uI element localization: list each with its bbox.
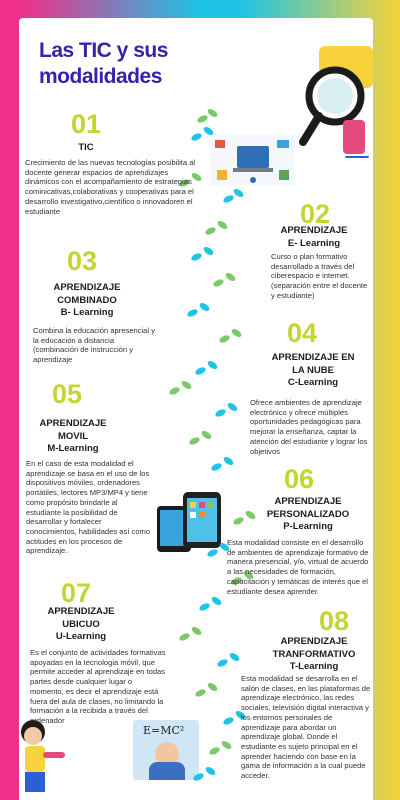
title-line-2: modalidades <box>39 65 162 88</box>
student-character-illustration <box>19 718 71 800</box>
footprint-icon <box>198 301 210 312</box>
footprint-icon <box>232 516 245 526</box>
section-04-heading-line: APRENDIZAJE EN <box>271 352 355 363</box>
footprint-icon <box>230 327 242 338</box>
footprint-icon <box>200 429 212 440</box>
section-06-heading-line: P-Learning <box>283 521 333 533</box>
section-03-heading <box>37 282 137 320</box>
section-04-text: Ofrece ambientes de aprendizaje electrónico y ofrece múltiples oportunidades pedagógicas para mejorar la enseñanza, captar la atención del estudiante y lograr los objetivos <box>250 398 368 456</box>
section-04-number: 04 <box>287 318 318 348</box>
section-05-text: En el caso de esta modalidad el aprendizaje se basa en el uso de los dispositivos móviles, ordenadores portátiles, lectores MP3/MP4 y tiene como propósito brindarle al estudiante la posibilidad de desarrollar y fortalecer conocimientos, habilidades así como actitudes en los procesos de aprendizaje. <box>26 459 151 556</box>
section-01-heading-line: TIC <box>78 142 94 153</box>
section-06-heading-line: APRENDIZAJE <box>274 496 342 507</box>
mobile-devices-illustration <box>147 488 229 556</box>
section-03-heading-line: APRENDIZAJE <box>53 282 121 293</box>
footprint-icon <box>198 602 211 612</box>
footprint-icon <box>216 219 228 230</box>
footprint-icon <box>204 226 217 236</box>
section-01-heading <box>61 142 111 155</box>
footprint-icon <box>232 187 244 198</box>
section-08-text: Esta modalidad se desarrolla en el salón de clases, en las plataformas de aprendizaje electrónico, las redes sociales, televisión digital interactiva y los entornos personales de aprendizaje para abordar un aprendizaje global. Donde el estudiante es sujeto principal en el aprender haciendo con base en la gama de información a la cual puede acceder. <box>241 674 371 781</box>
section-02-heading <box>259 225 369 250</box>
footprint-icon <box>218 334 231 344</box>
section-02-number: 02 <box>300 199 331 229</box>
footprint-icon <box>190 252 203 262</box>
section-01-number: 01 <box>71 109 102 139</box>
footprint-icon <box>190 132 203 142</box>
footprint-icon <box>186 308 199 318</box>
section-02-text: Curso o plan formativo desarrollado a través del ciberespacio e internet. (separación entre el docente y estudiante) <box>271 252 368 300</box>
footprint-icon <box>210 462 223 472</box>
footprint-icon <box>204 765 216 776</box>
section-06-heading <box>249 496 367 534</box>
footprint-icon <box>212 278 225 288</box>
section-04-heading-line: LA NUBE <box>292 364 334 376</box>
footprint-icon <box>222 716 235 726</box>
footprint-icon <box>214 408 227 418</box>
footprint-icon <box>222 455 234 466</box>
footprint-icon <box>224 271 236 282</box>
section-05-number: 05 <box>52 379 83 409</box>
footprint-icon <box>206 359 218 370</box>
footprint-icon <box>226 401 238 412</box>
section-04-heading-line: C-Learning <box>287 377 339 389</box>
section-05-heading-line: MOVIL <box>57 430 89 442</box>
formula-kid-illustration <box>133 720 199 780</box>
footprint-icon <box>190 625 202 636</box>
footprint-icon <box>194 366 207 376</box>
section-05-heading <box>25 418 121 456</box>
tic-icons-illustration <box>211 134 295 186</box>
section-03-text: Combina la educación apresencial y la educación a distancia (combinación de instrucción y aprendizaje <box>33 326 155 365</box>
footprint-icon <box>208 746 221 756</box>
footprint-icon <box>188 436 201 446</box>
footprint-icon <box>168 386 181 396</box>
infographic-card <box>19 18 373 800</box>
footprint-icon <box>222 194 235 204</box>
section-03-heading-line: COMBINADO <box>57 294 117 306</box>
section-07-heading-line: U-Learning <box>55 631 107 643</box>
section-08-heading-line: T-Learning <box>289 661 339 673</box>
footprint-icon <box>206 107 218 118</box>
section-05-heading-line: APRENDIZAJE <box>39 418 107 429</box>
section-02-heading-line: APRENDIZAJE <box>280 225 348 236</box>
footprint-icon <box>210 595 222 606</box>
footprint-icon <box>206 681 218 692</box>
section-05-heading-line: M-Learning <box>47 443 99 455</box>
magnifier-character-illustration <box>297 38 373 158</box>
section-08-heading-line: APRENDIZAJE <box>280 636 348 647</box>
section-02-heading-line: E- Learning <box>287 237 341 249</box>
formula-text: E=MC² <box>143 724 185 737</box>
footprint-icon <box>228 651 240 662</box>
title-line-1: Las TIC y sus <box>39 39 168 62</box>
footprint-icon <box>180 379 192 390</box>
kid-shirt <box>149 762 185 780</box>
section-08-heading <box>259 636 369 674</box>
section-08-heading-line: TRANFORMATIVO <box>272 648 356 660</box>
section-07-heading-line: APRENDIZAJE <box>47 606 115 617</box>
footprint-icon <box>194 688 207 698</box>
footprint-icon <box>196 114 209 124</box>
section-06-number: 06 <box>284 464 315 494</box>
section-06-heading-line: PERSONALIZADO <box>266 508 350 520</box>
section-07-heading <box>35 606 127 644</box>
footprint-icon <box>216 658 229 668</box>
section-06-text: Esta modalidad consiste en el desarrollo de ambientes de aprendizaje formativo de manera presencial, y/o, virtual de acuerdo a las necesidades de formación, capacitación y temáticas de interés que el estudiante desea aprender. <box>227 538 369 596</box>
section-08-number: 08 <box>319 606 350 636</box>
section-07-heading-line: UBICUO <box>62 618 100 630</box>
section-03-heading-line: B- Learning <box>60 307 114 319</box>
section-07-number: 07 <box>61 578 92 608</box>
footprint-icon <box>220 739 232 750</box>
section-07-text: Es el conjunto de actividades formativas apoyadas en la tecnologia móvil, que permite acceder al aprendizaje en todas partes desde cualquier lugar o momento, es decir el aprendizaje está fuera del aula de clases, no limitando la formación a la recibida a través del ordenador <box>30 648 166 726</box>
section-04-heading <box>255 352 371 390</box>
section-03-number: 03 <box>67 246 98 276</box>
footprint-icon <box>178 632 191 642</box>
section-01-text: Crecimiento de las nuevas tecnologías posibilita al docente generar espacios de aprendizajes dinámicos con el acompañamiento de estrategias cominicativas,colaborativas y cooperativas para el desarrollo investigativo,científico o innovadoren el estudiante <box>25 158 196 216</box>
footprint-icon <box>202 245 214 256</box>
